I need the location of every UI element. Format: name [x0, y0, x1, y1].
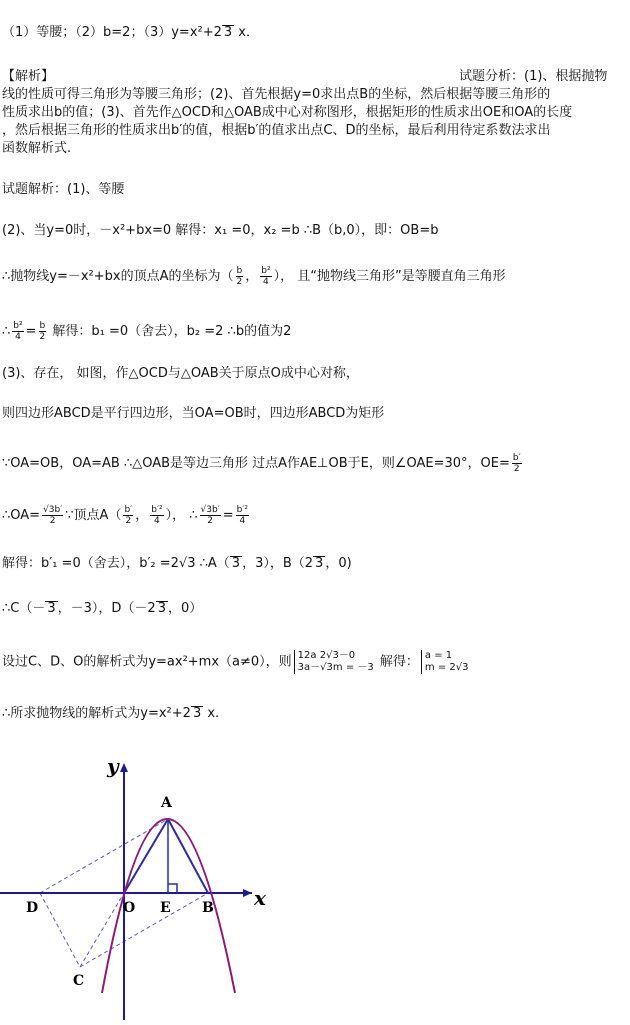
- numerator: √3b′: [200, 505, 220, 515]
- solution-9: [2, 555, 352, 573]
- answer-line: [2, 24, 259, 42]
- numerator: b′²: [151, 505, 163, 515]
- sqrt-3: 3: [315, 556, 324, 571]
- s9-text: 解得：b′₁ =0（舍去），b′₂ =2√3 ∴A（: [2, 556, 230, 571]
- fraction: [260, 266, 271, 287]
- numerator: b²: [261, 266, 271, 276]
- fraction: [42, 505, 63, 526]
- equation-1: 12a 2√3－0: [297, 650, 356, 661]
- s12-text-end: x.: [203, 706, 220, 721]
- numerator: √3b′: [43, 505, 63, 515]
- s8-text-mid: ∵顶点A（: [65, 508, 122, 523]
- intro-2: 线的性质可得三角形为等腰三角形；(2)、首先根据y=0求出点B的坐标，然后根据等腰三角形的: [2, 87, 551, 102]
- solution-10: [2, 600, 202, 618]
- denominator: 4: [15, 332, 21, 342]
- label-B: B: [202, 900, 214, 916]
- analysis-heading: 【解析】: [2, 69, 55, 84]
- fraction: [512, 453, 522, 474]
- s4-text: 解得：b₁ =0（舍去），b₂ =2 ∴b的值为2: [52, 324, 292, 339]
- analysis-intro-start: [459, 68, 607, 86]
- sqrt-3: 3: [157, 601, 166, 616]
- solution-8: ∴OA= $\frac{√3b'}{2}$ ∵顶点A（ $\frac{b'}{2}$ ， $\frac{\text{b′²}}{4}$ ）， ∴ $\frac{√3b'}{2}$ = $\frac{\text{b′²}}{4}$: [2, 505, 249, 526]
- dashed-DC: [40, 893, 80, 967]
- sqrt-3: 3: [47, 601, 56, 616]
- denominator: 2: [236, 277, 243, 287]
- s11-text: 设过C、D、O的解析式为y=ax²+mx（a≠0），则: [2, 654, 292, 670]
- label-D: D: [26, 900, 39, 916]
- segment-OA: [124, 819, 168, 893]
- denominator: 2: [39, 332, 46, 342]
- numerator: b²: [13, 321, 23, 331]
- denominator: 4: [239, 516, 246, 526]
- intro-label: 试题分析：: [459, 69, 525, 84]
- s3-text-end: ）， 且“抛物线三角形”是等腰直角三角形: [273, 269, 506, 284]
- fraction: [200, 505, 221, 526]
- intro-3: 性质求出b的值；(3)、首先作△OCD和△OAB成中心对称图形，根据矩形的性质求出OE和OA的长度: [2, 105, 573, 120]
- numerator: b′: [512, 453, 521, 463]
- solution-6: 则四边形ABCD是平行四边形，当OA=OB时，四边形ABCD为矩形: [2, 406, 385, 421]
- s10-text: ∴C（－: [2, 601, 46, 616]
- equation-system: [294, 650, 374, 674]
- fraction: [236, 266, 244, 287]
- dashed-CB: [80, 893, 208, 967]
- s11-text-mid: 解得：: [379, 654, 419, 670]
- fraction: [39, 321, 47, 342]
- solution-4: ∴ $\frac{\text{b²}}{4}$ = $\frac{b}{2}$ 解得：b₁ =0（舍去），b₂ =2 ∴b的值为2: [2, 321, 292, 342]
- numerator: b: [236, 266, 243, 276]
- dashed-DA: [40, 819, 168, 893]
- analysis-heading-line: [2, 68, 628, 86]
- fraction: [12, 321, 23, 342]
- label-A: A: [161, 795, 172, 811]
- solution-2: (2)、当y=0时，－x²+bx=0 解得：x₁ =0，x₂ =b ∴B（b,0），即：OB=b: [2, 223, 439, 238]
- equation-2: 3a－√3m = －3: [297, 662, 374, 673]
- answer-text: （1）等腰；（2）b=2；（3）y=x²+2: [2, 25, 222, 40]
- solution-11: [2, 650, 470, 674]
- y-axis-arrow: [120, 763, 128, 772]
- denominator: 2: [49, 516, 56, 526]
- s9-text-end: ，0): [325, 556, 352, 571]
- label-y: y: [107, 754, 119, 778]
- fraction: [123, 505, 133, 526]
- intro-5: 函数解析式.: [2, 141, 72, 156]
- result-system: [421, 650, 469, 674]
- denominator: 2: [207, 516, 213, 526]
- label-E: E: [160, 900, 171, 916]
- numerator: b′²: [236, 505, 249, 515]
- denominator: 4: [154, 516, 160, 526]
- solution-12: [2, 705, 219, 723]
- sqrt-3: 3: [223, 25, 233, 40]
- denominator: 2: [125, 516, 132, 526]
- segment-AB: [168, 819, 208, 893]
- denominator: 2: [513, 464, 520, 474]
- intro-1: (1)、根据抛物: [524, 69, 608, 84]
- result-2: m = 2√3: [424, 662, 469, 673]
- solution-5: (3)、存在， 如图，作△OCD与△OAB关于原点O成中心对称，: [2, 366, 359, 381]
- result-1: a = 1: [424, 650, 453, 661]
- s8-text-end: ），: [165, 508, 186, 523]
- s10-text-mid: ，－3），D（－2: [57, 601, 156, 616]
- intro-4: ，然后根据三角形的性质求出b′的值，根据b′的值求出点C、D的坐标，最后利用待定系数法求出: [2, 123, 551, 138]
- numerator: b: [39, 321, 46, 331]
- fraction: [236, 505, 249, 526]
- s12-text: ∴所求抛物线的解析式为y=x²+2: [2, 706, 191, 721]
- solution-1: 试题解析：(1)、等腰: [2, 182, 125, 197]
- sqrt-3: 3: [192, 706, 202, 721]
- answer-text-end: x．: [234, 25, 259, 40]
- s10-text-end: ，0）: [167, 601, 203, 616]
- sqrt-3: 3: [231, 556, 241, 571]
- solution-7: [2, 453, 524, 474]
- fraction: [150, 505, 163, 526]
- right-angle-mark: [168, 884, 177, 893]
- numerator: b′: [124, 505, 133, 515]
- label-O: O: [123, 900, 136, 916]
- parabola-figure: [0, 745, 300, 1020]
- s3-text: ∴抛物线y=－x²+bx的顶点A的坐标为（: [2, 269, 234, 284]
- solution-3: ∴抛物线y=－x²+bx的顶点A的坐标为（ $\frac{b}{2}$ ， $\frac{\text{b²}}{4}$ ）， 且“抛物线三角形”是等腰直角三角形: [2, 266, 506, 287]
- label-C: C: [73, 973, 85, 989]
- s8-text: ∴OA=: [2, 508, 41, 523]
- denominator: 4: [263, 277, 269, 287]
- dashed-CO: [80, 893, 124, 967]
- s9-text-mid: ，3），B（2: [242, 556, 314, 571]
- x-axis-arrow: [243, 889, 252, 897]
- label-x: x: [254, 886, 266, 910]
- s7-text: ∵OA=OB，OA=AB ∴△OAB是等边三角形 过点A作AE⊥OB于E，则∠OAE=30°，OE=: [2, 456, 510, 471]
